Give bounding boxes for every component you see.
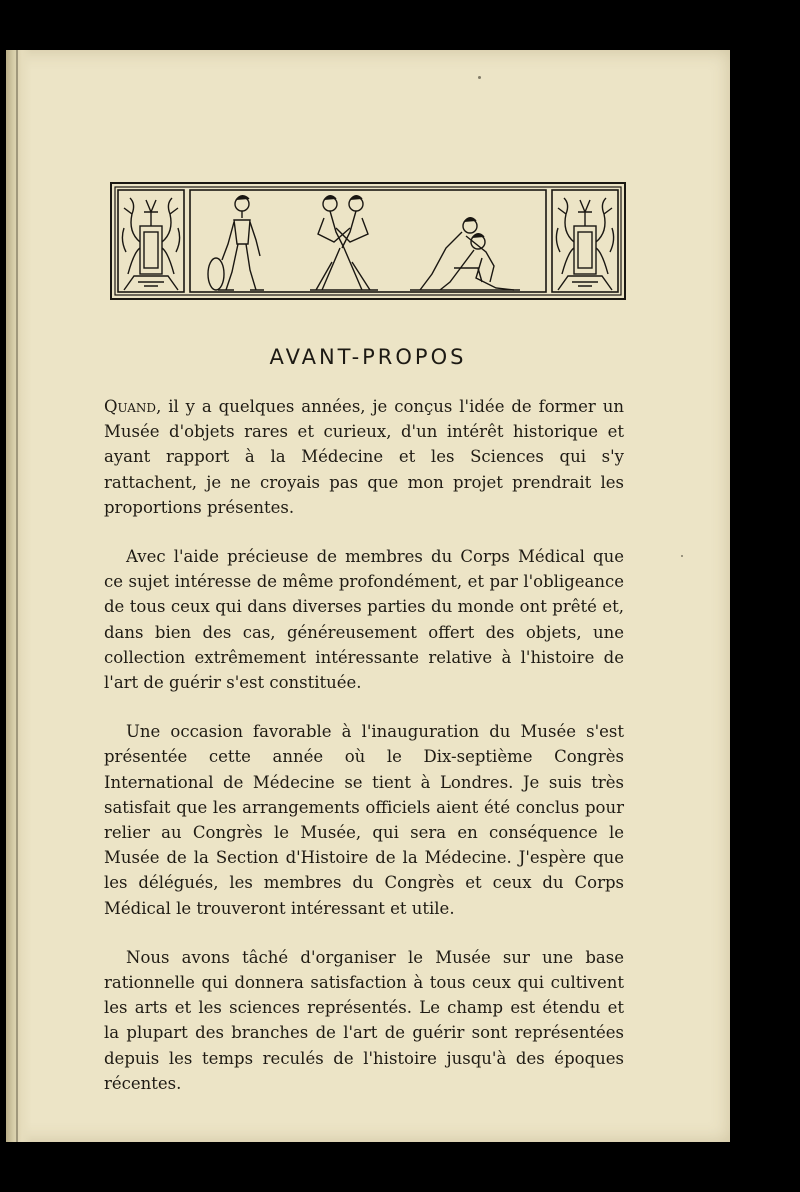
standing-figure xyxy=(208,196,264,290)
binding-edge xyxy=(16,50,18,1142)
paper-speck xyxy=(478,76,481,79)
paragraph-1 xyxy=(104,394,624,520)
paragraph-2: Avec l'aide précieuse de membres du Corps Médical que ce sujet intéresse de même profondément, et par l'obligeance de tous ceux qui dans diverses parties du monde ont prêté et, dans bien des cas, généreusement offert des objets, une collection extrêmement intéressante relative à l'histoire de l'art de guérir s'est constituée. xyxy=(104,547,624,693)
book-spine-shadow xyxy=(6,50,32,1142)
paper-speck xyxy=(681,555,683,557)
page-title: AVANT-PROPOS xyxy=(269,345,467,369)
grappling-pair xyxy=(410,218,520,290)
opening-word: Quand xyxy=(104,397,157,416)
wrestling-pair xyxy=(310,196,378,290)
right-vase-emblem xyxy=(556,198,613,290)
paragraph-4: Nous avons tâché d'organiser le Musée sur une base rationnelle qui donnera satisfaction à tous ceux qui cultivent les arts et les sciences représentés. Le champ est étendu et la plupart des branches de l'art de guérir sont représentées depuis les temps reculés de l'histoire jusqu'à des époques récentes. xyxy=(104,947,624,1093)
book-page xyxy=(6,50,730,1142)
left-vase-emblem xyxy=(122,198,179,290)
egyptian-frieze-illustration xyxy=(110,182,626,300)
paragraph-1-text: , il y a quelques années, je conçus l'idée de former un Musée d'objets rares et curieux, d'un intérêt historique et ayant rapport à la Médecine et les Sciences qui s'y rattachent, je ne croyais pas que mon projet prendrait les proportions présentes. xyxy=(104,397,624,517)
paragraph-3: Une occasion favorable à l'inauguration du Musée s'est présentée cette année où le Dix-septième Congrès International de Médecine se tient à Londres. Je suis très satisfait que les arrangements officiels aient été conclus pour relier au Congrès le Musée, qui sera en conséquence le Musée de la Section d'Histoire de la Médecine. J'espère que les délégués, les membres du Congrès et ceux du Corps Médical le trouveront intéressant et utile. xyxy=(104,722,624,918)
preface-body xyxy=(104,394,624,1120)
